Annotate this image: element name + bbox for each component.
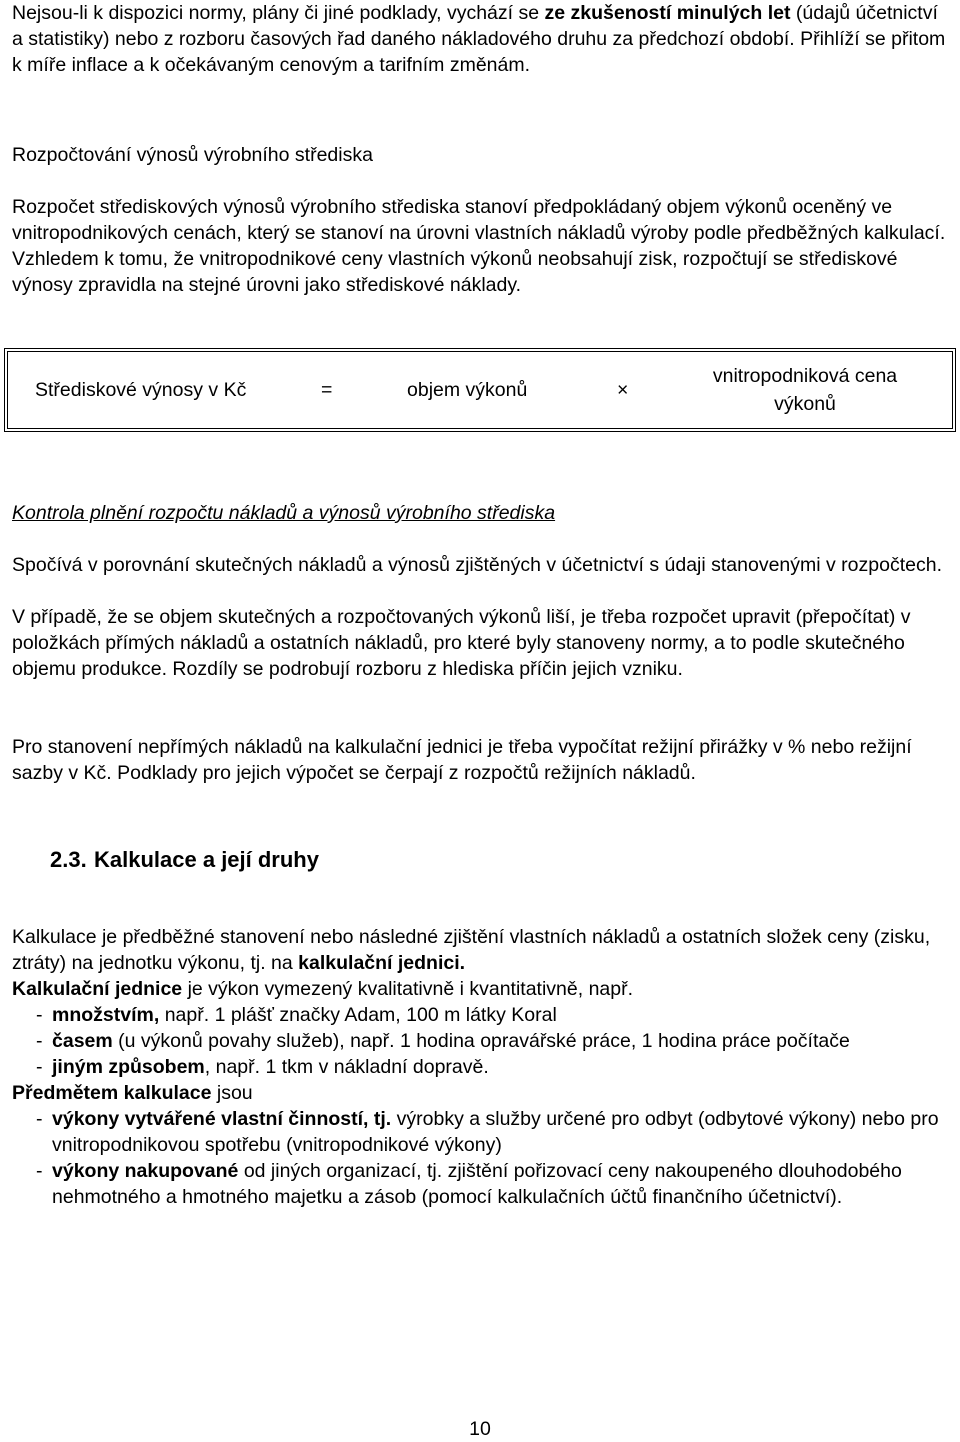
- kalkulace-block: [12, 924, 950, 1210]
- list-item: [12, 1028, 950, 1054]
- list-dash: -: [36, 1004, 43, 1026]
- chapter-title: Kalkulace a její druhy: [94, 847, 319, 872]
- predmet-kalkulace-text: jsou: [211, 1082, 253, 1104]
- revenue-heading: Rozpočtování výnosů výrobního střediska: [12, 144, 373, 166]
- kalkulace-definition: [12, 924, 950, 976]
- list-item: [12, 1158, 950, 1210]
- control-paragraph-3: Pro stanovení nepřímých nákladů na kalkulační jednici je třeba vypočítat režijní přirážky v % nebo režijní sazby v Kč. Podklady pro jejich výpočet se čerpají z rozpočtů režijních nákladů.: [12, 736, 912, 784]
- list-item-text: např. 1 plášť značky Adam, 100 m látky Koral: [159, 1004, 557, 1026]
- list-item-term: jiným způsobem: [52, 1056, 205, 1078]
- kalkulacni-jednice-text: je výkon vymezený kvalitativně i kvantitativně, např.: [182, 978, 634, 1000]
- list-item-text: výrobky a služby určené pro odbyt (odbytové výkony) nebo pro vnitropodnikovou spotřebu (vnitropodnikové výkony): [52, 1108, 939, 1156]
- list-item-text: (u výkonů povahy služeb), např. 1 hodina opravářské práce, 1 hodina práce počítače: [112, 1030, 850, 1052]
- list-dash: -: [36, 1160, 43, 1182]
- formula-term-volume: objem výkonů: [407, 379, 528, 401]
- list-item: [12, 1106, 950, 1158]
- list-item-term: množstvím,: [52, 1004, 160, 1026]
- formula-price-line1: vnitropodniková cena: [712, 365, 898, 387]
- formula-times: ×: [617, 379, 629, 401]
- predmet-kalkulace-term: Předmětem kalkulace: [12, 1082, 212, 1104]
- formula-price-line2: výkonů: [774, 393, 836, 415]
- list-dash: -: [36, 1030, 43, 1052]
- formula-term-price: [677, 349, 933, 431]
- intro-emphasis: ze zkušeností minulých let: [544, 2, 791, 24]
- kalkulace-definition-term: kalkulační jednici.: [298, 952, 466, 974]
- list-item: [12, 1002, 950, 1028]
- intro-text: Nejsou-li k dispozici normy, plány či jiné podklady, vychází se: [12, 2, 545, 24]
- kalkulace-definition-text: Kalkulace je předběžné stanovení nebo následné zjištění vlastních nákladů a ostatních složek ceny (zisku, ztráty) na jednotku výkonu, tj. na: [12, 926, 931, 974]
- list-item-term: výkony nakupované: [52, 1160, 239, 1182]
- list-item-term: časem: [52, 1030, 113, 1052]
- chapter-heading: [50, 846, 319, 874]
- revenue-formula-box: [4, 348, 956, 432]
- list-item-term: výkony vytvářené vlastní činností, tj.: [52, 1108, 392, 1130]
- list-item-text: od jiných organizací, tj. zjištění pořizovací ceny nakoupeného dlouhodobého nehmotného a hmotného majetku a zásob (pomocí kalkulačních účtů finančního účetnictví).: [52, 1160, 902, 1208]
- list-item: [12, 1054, 950, 1080]
- list-dash: -: [36, 1056, 43, 1078]
- kalkulacni-jednice-definition: [12, 976, 950, 1002]
- formula-equals: =: [321, 379, 333, 401]
- list-dash: -: [36, 1108, 43, 1130]
- kalkulacni-jednice-term: Kalkulační jednice: [12, 978, 183, 1000]
- list-item-text: , např. 1 tkm v nákladní dopravě.: [204, 1056, 489, 1078]
- control-paragraph-2: V případě, že se objem skutečných a rozpočtovaných výkonů liší, je třeba rozpočet upravit (přepočítat) v položkách přímých nákladů a ostatních nákladů, pro které byly stanoveny normy, a to podle skutečného objemu produkce. Rozdíly se podrobují rozboru z hlediska příčin jejich vzniku.: [12, 606, 911, 680]
- chapter-number: 2.3.: [50, 847, 87, 872]
- intro-paragraph: [12, 0, 950, 78]
- predmet-kalkulace: [12, 1080, 950, 1106]
- revenue-paragraph: Rozpočet střediskových výnosů výrobního střediska stanoví předpokládaný objem výkonů oceněný ve vnitropodnikových cenách, který se stanoví na úrovni vlastních nákladů výroby podle předběžných kalkulací. Vzhledem k tomu, že vnitropodnikové ceny vlastních výkonů neobsahují zisk, rozpočtují se střediskové výnosy zpravidla na stejné úrovni jako střediskové náklady.: [12, 196, 946, 296]
- control-heading: Kontrola plnění rozpočtu nákladů a výnosů výrobního střediska: [12, 502, 556, 524]
- intro-text-continued: (údajů účetnictví a statistiky) nebo z rozboru časových řad daného nákladového druhu za předchozí období. Přihlíží se přitom k míře inflace a k očekávaným cenovým a tarifním změnám.: [12, 2, 946, 76]
- formula-lhs: Střediskové výnosy v Kč: [35, 379, 247, 401]
- control-paragraph-1: Spočívá v porovnání skutečných nákladů a výnosů zjištěných v účetnictví s údaji stanovenými v rozpočtech.: [12, 554, 942, 576]
- page-number: 10: [469, 1418, 491, 1440]
